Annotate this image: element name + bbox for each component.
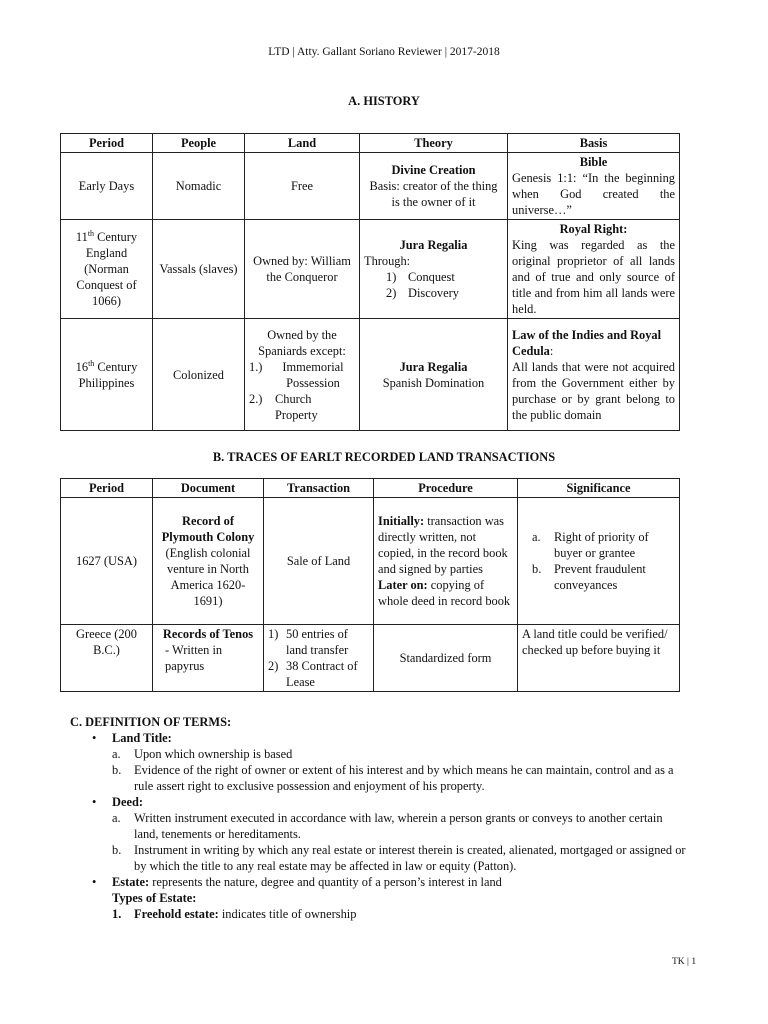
list-text: Discovery [408, 286, 459, 300]
term-label: Deed: [112, 795, 143, 809]
list-text: Written instrument executed in accordance with law, wherein a person grants or conveys to another certain land, tenements or hereditaments. [134, 811, 663, 841]
list-item [112, 762, 690, 794]
col-transaction: Transaction [264, 479, 374, 498]
list-item [112, 842, 690, 874]
list-letter: b. [112, 843, 122, 857]
transaction-list [268, 626, 369, 690]
basis-text: King was regarded as the original proprietor of all lands and of true and only source of title and from him all lands were held. [512, 238, 675, 316]
list-item [532, 561, 675, 593]
land-cell: Free [245, 153, 360, 220]
procedure-text: copying of whole deed in record book [378, 578, 511, 608]
basis-cell [508, 153, 680, 220]
list-text: 50 entries of land transfer [286, 627, 349, 657]
definitions-section [70, 714, 690, 922]
transactions-table [60, 478, 680, 692]
list-number: 2) [386, 286, 397, 300]
people-cell: Vassals (slaves) [153, 220, 245, 319]
bullet-icon: • [92, 731, 97, 745]
term-estate [92, 874, 690, 890]
theory-title: Jura Regalia [399, 238, 468, 252]
basis-title: Bible [579, 155, 608, 169]
list-number: 1) [386, 270, 397, 284]
theory-through: Through: [364, 254, 411, 268]
transaction-cell [264, 625, 374, 692]
list-item [386, 269, 503, 285]
list-text: Prevent fraudulent conveyances [554, 562, 646, 592]
list-number: 1.) [249, 359, 263, 374]
list-number: 1. [112, 907, 122, 921]
col-land: Land [245, 134, 360, 153]
page-header: LTD | Atty. Gallant Soriano Reviewer | 2017-2018 [268, 46, 500, 58]
procedure-cell [374, 498, 518, 625]
list-number: 2.) [249, 391, 263, 406]
document-title: Record of Plymouth Colony [161, 514, 255, 544]
bullet-icon: • [92, 875, 97, 889]
procedure-label: Initially: [378, 514, 425, 528]
basis-cell [508, 220, 680, 319]
list-text: Right of priority of buyer or grantee [554, 530, 649, 560]
list-item [112, 746, 690, 762]
list-item [249, 359, 355, 391]
col-basis: Basis [508, 134, 680, 153]
significance-cell [518, 498, 680, 625]
basis-cell [508, 319, 680, 431]
period-number: 16 [75, 359, 89, 374]
section-b-title: B. TRACES OF EARLT RECORDED LAND TRANSACTIONS [212, 450, 556, 464]
term-land-title [92, 730, 690, 746]
table-row [61, 498, 680, 625]
basis-title: Royal Right: [559, 222, 628, 236]
list-text: indicates title of ownership [218, 907, 357, 921]
section-c-title: C. DEFINITION OF TERMS: [70, 715, 232, 729]
col-theory: Theory [360, 134, 508, 153]
list-letter: a. [112, 811, 121, 825]
list-text: Church Property [275, 391, 318, 422]
theory-cell [360, 319, 508, 431]
col-period: Period [61, 479, 153, 498]
procedure-cell: Standardized form [374, 625, 518, 692]
land-cell [245, 319, 360, 431]
document-cell [153, 498, 264, 625]
table-row [61, 153, 680, 220]
period-number: 11 [75, 230, 88, 244]
land-cell: Owned by: William the Conqueror [245, 220, 360, 319]
list-item [112, 810, 690, 842]
basis-text: Genesis 1:1: “In the beginning when God created the universe…” [512, 171, 675, 217]
term-label: Land Title: [112, 731, 172, 745]
table-row [61, 625, 680, 692]
list-item [386, 285, 503, 301]
table-row [61, 220, 680, 319]
theory-text: Basis: creator of the thing is the owner of it [369, 179, 498, 209]
document-cell [153, 625, 264, 692]
list-text: Instrument in writing by which any real estate or interest therein is created, alienated, mortgaged or assigned or by which the title to any real estate may be affected in law or equity (Patton). [134, 843, 686, 873]
ordinal-suffix: th [88, 358, 95, 368]
list-text: Upon which ownership is based [134, 747, 293, 761]
list-number: 2) [268, 659, 279, 673]
theory-title: Divine Creation [391, 163, 476, 177]
list-item [268, 658, 369, 690]
list-text: Conquest [408, 270, 455, 284]
list-item [268, 626, 369, 658]
period-cell: 1627 (USA) [61, 498, 153, 625]
period-cell [61, 220, 153, 319]
col-significance: Significance [518, 479, 680, 498]
basis-text: All lands that were not acquired from the Government either by purchase or by grant belong to the public domain [512, 359, 675, 422]
list-letter: a. [112, 747, 121, 761]
list-item [532, 529, 675, 561]
document-item: - Written in papyrus [165, 643, 223, 673]
table-row [61, 319, 680, 431]
col-document: Document [153, 479, 264, 498]
period-cell: Greece (200 B.C.) [61, 625, 153, 692]
list-term: Freehold estate: [134, 907, 219, 921]
land-text: Owned by the Spaniards except: [258, 327, 346, 358]
transactions-header-row [61, 479, 680, 498]
people-cell: Nomadic [153, 153, 245, 220]
basis-title: Law of the Indies and Royal Cedula [512, 327, 662, 358]
term-deed [92, 794, 690, 810]
list-letter: b. [112, 763, 122, 777]
period-cell: Early Days [61, 153, 153, 220]
history-header-row [61, 134, 680, 153]
col-people: People [153, 134, 245, 153]
page-footer: TK | 1 [672, 957, 697, 967]
transaction-cell: Sale of Land [264, 498, 374, 625]
list-number: a. [532, 530, 541, 544]
list-text: 38 Contract of Lease [286, 659, 358, 689]
significance-cell: A land title could be verified/ checked up before buying it [518, 625, 680, 692]
list-text: Evidence of the right of owner or extent of his interest and by which means he can maintain, control and as a rule assert right to exclusive possession and enjoyment of his property. [134, 763, 674, 793]
theory-title: Jura Regalia [399, 359, 468, 374]
history-table [60, 133, 680, 431]
theory-list [386, 269, 503, 301]
list-text: Immemorial Possession [282, 359, 344, 390]
col-period: Period [61, 134, 153, 153]
col-procedure: Procedure [374, 479, 518, 498]
ordinal-suffix: th [87, 228, 95, 238]
section-a-title: A. HISTORY [348, 94, 420, 108]
significance-list [532, 529, 675, 593]
document-title: Records of Tenos [162, 627, 254, 641]
basis-colon: : [549, 343, 554, 358]
period-text: Century England (Norman Conquest of 1066) [76, 230, 138, 308]
people-cell: Colonized [153, 319, 245, 431]
list-item [112, 906, 690, 922]
land-list [249, 359, 355, 423]
term-text: represents the nature, degree and quantity of a person’s interest in land [149, 875, 502, 889]
list-number: b. [532, 562, 542, 576]
list-item [249, 391, 355, 423]
theory-text: Spanish Domination [382, 375, 485, 390]
period-cell [61, 319, 153, 431]
theory-cell [360, 153, 508, 220]
term-label: Estate: [112, 875, 150, 889]
document-text: (English colonial venture in North America 1620-1691) [165, 546, 251, 608]
types-of-estate-label: Types of Estate: [112, 891, 197, 905]
list-number: 1) [268, 627, 279, 641]
bullet-icon: • [92, 795, 97, 809]
period-text: Century Philippines [78, 359, 138, 390]
procedure-label: Later on: [378, 578, 428, 592]
theory-cell [360, 220, 508, 319]
procedure-text: transaction was directly written, not copied, in the record book and signed by parties [378, 514, 508, 576]
